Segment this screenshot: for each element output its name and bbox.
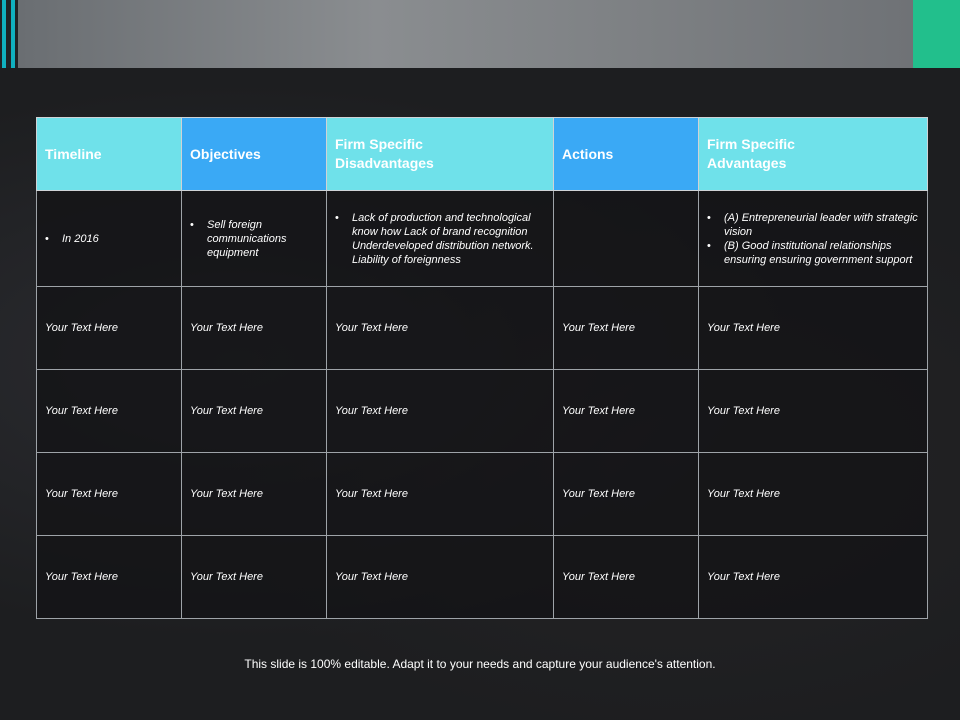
table-cell: Your Text Here bbox=[182, 370, 327, 453]
table-cell: Your Text Here bbox=[554, 287, 699, 370]
header-timeline: Timeline bbox=[37, 118, 182, 191]
right-accent-block bbox=[913, 0, 960, 68]
table-row bbox=[37, 370, 928, 453]
header-photo bbox=[18, 0, 913, 68]
bullet-item: • Sell foreign communications equipment bbox=[190, 218, 318, 260]
table-row bbox=[37, 191, 928, 287]
table-cell: Your Text Here bbox=[327, 536, 554, 619]
table-cell: Your Text Here bbox=[182, 453, 327, 536]
bullet-item: • (A) Entrepreneurial leader with strategic vision bbox=[707, 211, 919, 239]
left-accent-bar bbox=[0, 0, 18, 68]
accent-stripe bbox=[11, 0, 15, 68]
table-cell: Your Text Here bbox=[554, 453, 699, 536]
table-header-row bbox=[37, 118, 928, 191]
table-cell: Your Text Here bbox=[554, 536, 699, 619]
table-cell bbox=[699, 191, 928, 287]
table-cell: Your Text Here bbox=[182, 287, 327, 370]
table-cell bbox=[37, 191, 182, 287]
accent-stripe bbox=[2, 0, 6, 68]
table-cell: Your Text Here bbox=[37, 370, 182, 453]
table-cell: Your Text Here bbox=[699, 453, 928, 536]
header-actions: Actions bbox=[554, 118, 699, 191]
table-cell bbox=[554, 191, 699, 287]
table-cell: Your Text Here bbox=[37, 536, 182, 619]
table-cell: Your Text Here bbox=[327, 370, 554, 453]
table-cell bbox=[327, 191, 554, 287]
header-disadvantages: Firm Specific Disadvantages bbox=[327, 118, 554, 191]
header-objectives: Objectives bbox=[182, 118, 327, 191]
bullet-item: • Lack of production and technological know how Lack of brand recognition Underdeveloped distribution network. Liability of foreignness bbox=[335, 211, 545, 267]
table-cell: Your Text Here bbox=[699, 536, 928, 619]
table-row bbox=[37, 287, 928, 370]
table-cell: Your Text Here bbox=[182, 536, 327, 619]
bullet-item: • (B) Good institutional relationships ensuring ensuring government support bbox=[707, 239, 919, 267]
strategy-table bbox=[36, 117, 928, 619]
table-cell bbox=[182, 191, 327, 287]
header-photo-band bbox=[0, 0, 960, 68]
table-cell: Your Text Here bbox=[699, 287, 928, 370]
table-row bbox=[37, 453, 928, 536]
footer-note: This slide is 100% editable. Adapt it to your needs and capture your audience's attention. bbox=[244, 657, 716, 671]
table-cell: Your Text Here bbox=[37, 287, 182, 370]
table-cell: Your Text Here bbox=[699, 370, 928, 453]
table-row bbox=[37, 536, 928, 619]
bullet-item: • In 2016 bbox=[45, 232, 173, 246]
table-cell: Your Text Here bbox=[327, 287, 554, 370]
table-cell: Your Text Here bbox=[327, 453, 554, 536]
table-cell: Your Text Here bbox=[554, 370, 699, 453]
header-advantages: Firm Specific Advantages bbox=[699, 118, 928, 191]
table-cell: Your Text Here bbox=[37, 453, 182, 536]
